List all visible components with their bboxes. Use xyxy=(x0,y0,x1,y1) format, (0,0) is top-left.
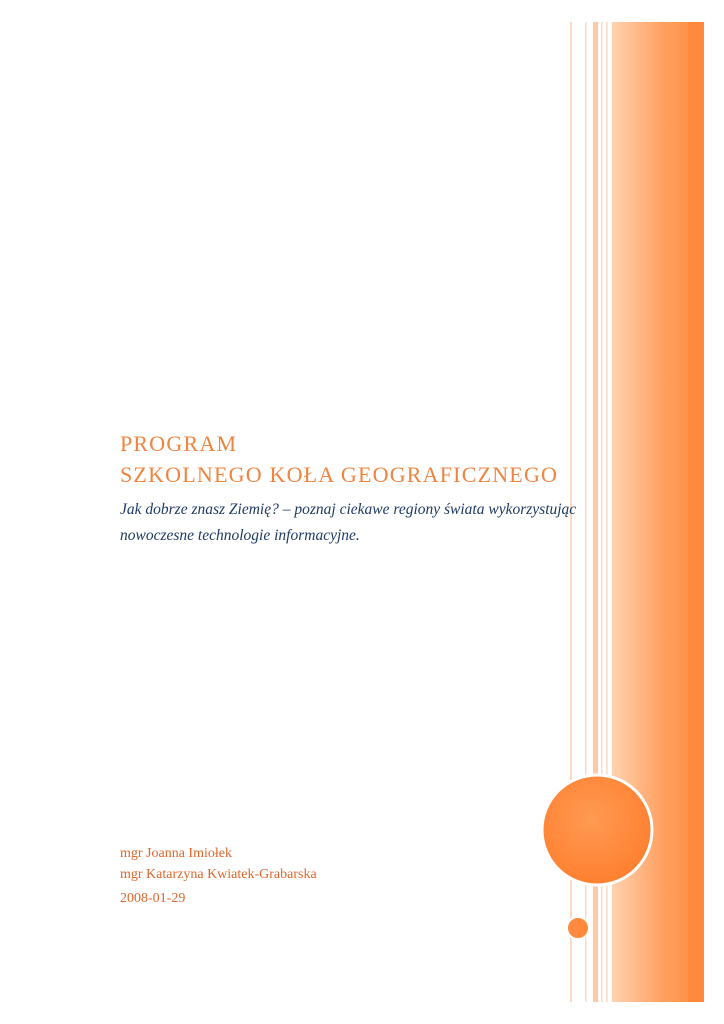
authors-block xyxy=(120,843,317,885)
title-line-1: PROGRAM xyxy=(120,431,238,456)
author-2: mgr Katarzyna Kwiatek-Grabarska xyxy=(120,867,317,882)
title-line-2: SZKOLNEGO KOŁA GEOGRAFICZNEGO xyxy=(120,462,559,487)
orange-band-edge xyxy=(688,22,704,1002)
document-title xyxy=(120,428,558,490)
subtitle-line-2: nowoczesne technologie informacyjne. xyxy=(120,527,360,544)
subtitle-line-1: Jak dobrze znasz Ziemię? – poznaj ciekawe regiony świata wykorzystując xyxy=(120,501,577,518)
document-date: 2008-01-29 xyxy=(120,891,186,906)
small-orange-circle xyxy=(567,917,589,939)
author-1: mgr Joanna Imiołek xyxy=(120,846,232,861)
large-orange-circle xyxy=(542,775,652,885)
document-subtitle xyxy=(120,497,640,549)
